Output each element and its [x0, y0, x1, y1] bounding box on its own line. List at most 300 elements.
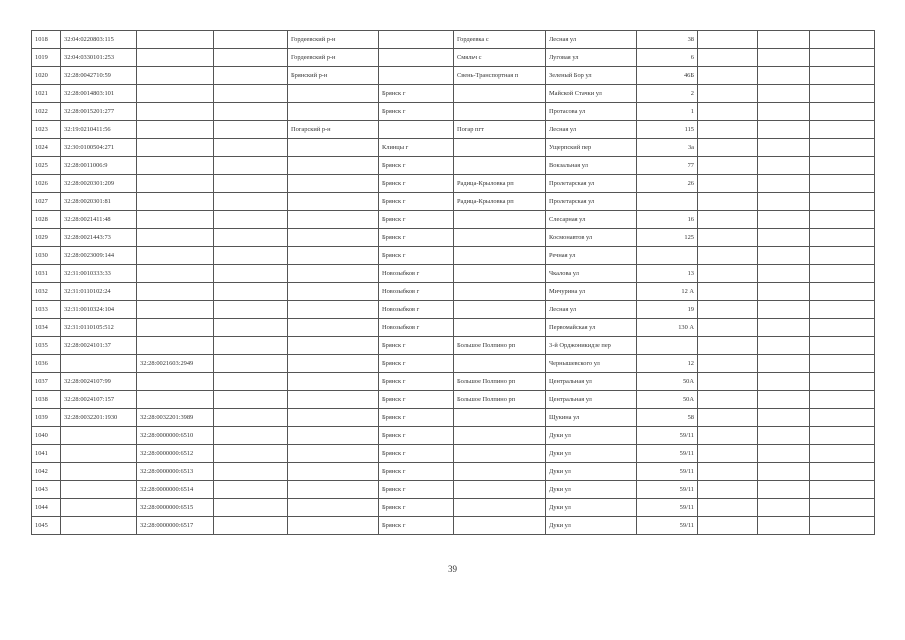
cell-cadastral-number-2	[137, 157, 214, 175]
cell-house-number: 130 А	[637, 319, 698, 337]
cell-empty	[214, 337, 288, 355]
cell-city: Брянск г	[379, 445, 454, 463]
cell-city: Новозыбков г	[379, 265, 454, 283]
cell-city	[379, 49, 454, 67]
cell-empty	[810, 499, 875, 517]
cell-locality	[454, 103, 546, 121]
cell-locality: Свень-Транспортная п	[454, 67, 546, 85]
cell-empty	[698, 481, 758, 499]
cell-empty	[810, 139, 875, 157]
cell-locality: Большое Полпино рп	[454, 373, 546, 391]
cell-city: Брянск г	[379, 211, 454, 229]
cell-empty	[698, 157, 758, 175]
table-row	[32, 121, 875, 139]
cell-city: Брянск г	[379, 337, 454, 355]
cell-locality	[454, 157, 546, 175]
cell-house-number: 50А	[637, 373, 698, 391]
cell-locality	[454, 265, 546, 283]
table-row	[32, 85, 875, 103]
cell-street: Дуки ул	[546, 445, 637, 463]
cell-empty	[698, 229, 758, 247]
cell-empty	[810, 85, 875, 103]
cell-cadastral-number: 32:28:0023009:144	[61, 247, 137, 265]
cell-empty	[758, 229, 810, 247]
cell-locality	[454, 85, 546, 103]
cell-house-number: 59/11	[637, 481, 698, 499]
cell-street: Лесная ул	[546, 121, 637, 139]
cell-empty	[810, 445, 875, 463]
cell-cadastral-number	[61, 517, 137, 535]
cell-empty	[810, 409, 875, 427]
cell-locality	[454, 139, 546, 157]
cell-street: Речная ул	[546, 247, 637, 265]
cell-record-number: 1036	[32, 355, 61, 373]
cell-district	[288, 337, 379, 355]
cell-cadastral-number-2	[137, 211, 214, 229]
cell-empty	[698, 337, 758, 355]
cell-district	[288, 175, 379, 193]
cell-empty	[698, 517, 758, 535]
cell-empty	[698, 265, 758, 283]
cell-street: Майской Стачки ул	[546, 85, 637, 103]
table-row	[32, 445, 875, 463]
cell-house-number	[637, 247, 698, 265]
cell-street: 3-й Орджоникидзе пер	[546, 337, 637, 355]
cell-record-number: 1030	[32, 247, 61, 265]
cell-locality	[454, 319, 546, 337]
cell-empty	[214, 265, 288, 283]
cell-empty	[758, 175, 810, 193]
cell-house-number: 50А	[637, 391, 698, 409]
cell-district	[288, 103, 379, 121]
cell-district	[288, 247, 379, 265]
cell-city: Новозыбков г	[379, 319, 454, 337]
table-row	[32, 301, 875, 319]
cell-empty	[698, 463, 758, 481]
cell-street: Лесная ул	[546, 31, 637, 49]
cell-empty	[214, 49, 288, 67]
cell-empty	[214, 499, 288, 517]
cell-record-number: 1039	[32, 409, 61, 427]
table-row	[32, 229, 875, 247]
cell-city: Клинцы г	[379, 139, 454, 157]
table-row	[32, 337, 875, 355]
cell-street: Щукина ул	[546, 409, 637, 427]
cell-cadastral-number: 32:19:0210411:56	[61, 121, 137, 139]
table-row	[32, 193, 875, 211]
cell-record-number: 1026	[32, 175, 61, 193]
cell-cadastral-number-2	[137, 67, 214, 85]
cell-street: Слесарная ул	[546, 211, 637, 229]
table-row	[32, 499, 875, 517]
cell-house-number: 2	[637, 85, 698, 103]
cell-empty	[214, 319, 288, 337]
cell-cadastral-number: 32:28:0011006:9	[61, 157, 137, 175]
cell-street: Чкалова ул	[546, 265, 637, 283]
cell-cadastral-number-2	[137, 103, 214, 121]
cell-house-number: 59/11	[637, 445, 698, 463]
cell-cadastral-number-2	[137, 139, 214, 157]
cell-empty	[214, 301, 288, 319]
cell-locality: Радица-Крыловка рп	[454, 193, 546, 211]
cell-empty	[810, 319, 875, 337]
cell-record-number: 1031	[32, 265, 61, 283]
cell-house-number: 16	[637, 211, 698, 229]
cell-city	[379, 67, 454, 85]
cell-house-number: 115	[637, 121, 698, 139]
cell-locality	[454, 355, 546, 373]
cell-cadastral-number: 32:31:0010333:33	[61, 265, 137, 283]
cell-house-number: 59/11	[637, 517, 698, 535]
cell-empty	[810, 103, 875, 121]
table-row	[32, 103, 875, 121]
cell-empty	[698, 499, 758, 517]
cell-empty	[214, 247, 288, 265]
cell-record-number: 1025	[32, 157, 61, 175]
cell-record-number: 1042	[32, 463, 61, 481]
cell-district	[288, 445, 379, 463]
cell-district	[288, 427, 379, 445]
cell-empty	[698, 409, 758, 427]
cell-empty	[758, 301, 810, 319]
cell-house-number: 19	[637, 301, 698, 319]
cell-empty	[758, 517, 810, 535]
cell-cadastral-number-2: 32:28:0000000:6517	[137, 517, 214, 535]
cell-cadastral-number: 32:31:0010324:104	[61, 301, 137, 319]
cell-locality	[454, 409, 546, 427]
cell-street: Дуки ул	[546, 517, 637, 535]
cell-street: Дуки ул	[546, 427, 637, 445]
cell-city: Брянск г	[379, 373, 454, 391]
cell-record-number: 1035	[32, 337, 61, 355]
cell-house-number	[637, 193, 698, 211]
cell-street: Первомайская ул	[546, 319, 637, 337]
cell-cadastral-number-2	[137, 337, 214, 355]
table-row	[32, 31, 875, 49]
cell-locality	[454, 499, 546, 517]
cell-cadastral-number: 32:28:0024107:99	[61, 373, 137, 391]
table-row	[32, 373, 875, 391]
cell-street: Ущерпский пер	[546, 139, 637, 157]
cell-street: Зеленый Бор ул	[546, 67, 637, 85]
cell-locality	[454, 427, 546, 445]
cell-empty	[810, 301, 875, 319]
cell-house-number: 38	[637, 31, 698, 49]
cell-house-number: 26	[637, 175, 698, 193]
cell-city: Брянск г	[379, 229, 454, 247]
cell-record-number: 1037	[32, 373, 61, 391]
table-row	[32, 67, 875, 85]
cell-empty	[214, 85, 288, 103]
table-row	[32, 49, 875, 67]
cell-cadastral-number: 32:28:0020301:81	[61, 193, 137, 211]
table-row	[32, 355, 875, 373]
cell-empty	[214, 193, 288, 211]
cell-empty	[810, 193, 875, 211]
cell-cadastral-number-2: 32:28:0000000:6514	[137, 481, 214, 499]
page-number: 39	[448, 564, 457, 574]
cell-locality	[454, 481, 546, 499]
cell-city: Брянск г	[379, 103, 454, 121]
cell-cadastral-number	[61, 427, 137, 445]
cell-empty	[758, 283, 810, 301]
table-row	[32, 247, 875, 265]
cell-district	[288, 391, 379, 409]
cell-empty	[758, 445, 810, 463]
cell-record-number: 1038	[32, 391, 61, 409]
cell-cadastral-number-2: 32:28:0021603:2949	[137, 355, 214, 373]
cell-house-number: 46Б	[637, 67, 698, 85]
cell-empty	[214, 481, 288, 499]
cell-empty	[758, 103, 810, 121]
cell-empty	[214, 517, 288, 535]
cell-empty	[698, 139, 758, 157]
cell-street: Пролетарская ул	[546, 175, 637, 193]
cell-record-number: 1018	[32, 31, 61, 49]
cell-cadastral-number: 32:28:0020301:209	[61, 175, 137, 193]
cell-locality	[454, 229, 546, 247]
cell-district: Брянский р-н	[288, 67, 379, 85]
cell-street: Лесная ул	[546, 301, 637, 319]
table-row	[32, 427, 875, 445]
cell-house-number: 59/11	[637, 499, 698, 517]
cell-district	[288, 481, 379, 499]
table-row	[32, 391, 875, 409]
cell-empty	[810, 373, 875, 391]
cell-cadastral-number: 32:30:0100504:271	[61, 139, 137, 157]
cell-city: Брянск г	[379, 499, 454, 517]
cell-empty	[698, 31, 758, 49]
cell-record-number: 1044	[32, 499, 61, 517]
cell-record-number: 1045	[32, 517, 61, 535]
cell-cadastral-number-2	[137, 391, 214, 409]
cell-district	[288, 499, 379, 517]
cell-cadastral-number-2: 32:28:0000000:6515	[137, 499, 214, 517]
cell-locality: Большое Полпино рп	[454, 337, 546, 355]
cell-locality	[454, 445, 546, 463]
cell-district: Гордеевский р-н	[288, 49, 379, 67]
cell-empty	[214, 121, 288, 139]
cell-empty	[214, 391, 288, 409]
cell-record-number: 1040	[32, 427, 61, 445]
cell-empty	[214, 427, 288, 445]
cell-empty	[758, 265, 810, 283]
registry-table	[31, 30, 875, 535]
cell-street: Чернышевского ул	[546, 355, 637, 373]
cell-street: Пролетарская ул	[546, 193, 637, 211]
cell-cadastral-number: 32:04:0330101:253	[61, 49, 137, 67]
cell-locality	[454, 463, 546, 481]
cell-locality	[454, 247, 546, 265]
cell-empty	[810, 67, 875, 85]
cell-empty	[810, 157, 875, 175]
cell-empty	[214, 157, 288, 175]
cell-empty	[214, 67, 288, 85]
cell-locality: Радица-Крыловка рп	[454, 175, 546, 193]
cell-cadastral-number: 32:28:0032201:1930	[61, 409, 137, 427]
cell-street: Луговая ул	[546, 49, 637, 67]
cell-record-number: 1028	[32, 211, 61, 229]
cell-record-number: 1029	[32, 229, 61, 247]
cell-cadastral-number: 32:28:0024107:157	[61, 391, 137, 409]
cell-cadastral-number-2: 32:28:0032201:3989	[137, 409, 214, 427]
cell-empty	[758, 193, 810, 211]
table-row	[32, 319, 875, 337]
cell-record-number: 1019	[32, 49, 61, 67]
cell-cadastral-number-2: 32:28:0000000:6513	[137, 463, 214, 481]
cell-house-number: 58	[637, 409, 698, 427]
table-row	[32, 481, 875, 499]
cell-district	[288, 157, 379, 175]
cell-empty	[810, 355, 875, 373]
cell-record-number: 1043	[32, 481, 61, 499]
cell-empty	[698, 301, 758, 319]
cell-record-number: 1021	[32, 85, 61, 103]
cell-house-number: 3а	[637, 139, 698, 157]
cell-cadastral-number-2	[137, 175, 214, 193]
cell-cadastral-number-2	[137, 85, 214, 103]
cell-empty	[214, 211, 288, 229]
cell-cadastral-number: 32:31:0110102:24	[61, 283, 137, 301]
cell-empty	[758, 49, 810, 67]
cell-house-number	[637, 337, 698, 355]
cell-empty	[698, 427, 758, 445]
cell-empty	[758, 211, 810, 229]
cell-record-number: 1027	[32, 193, 61, 211]
cell-city: Брянск г	[379, 481, 454, 499]
cell-empty	[758, 373, 810, 391]
cell-empty	[214, 409, 288, 427]
cell-city: Брянск г	[379, 85, 454, 103]
cell-empty	[810, 391, 875, 409]
cell-street: Космонавтов ул	[546, 229, 637, 247]
cell-empty	[758, 157, 810, 175]
cell-empty	[698, 103, 758, 121]
cell-house-number: 13	[637, 265, 698, 283]
cell-street: Дуки ул	[546, 481, 637, 499]
cell-district	[288, 319, 379, 337]
cell-empty	[214, 445, 288, 463]
table-row	[32, 211, 875, 229]
table-row	[32, 157, 875, 175]
cell-empty	[810, 175, 875, 193]
cell-district	[288, 139, 379, 157]
cell-cadastral-number-2	[137, 301, 214, 319]
cell-empty	[758, 67, 810, 85]
cell-cadastral-number: 32:31:0110105:512	[61, 319, 137, 337]
cell-cadastral-number	[61, 355, 137, 373]
cell-empty	[758, 409, 810, 427]
cell-house-number: 12 А	[637, 283, 698, 301]
cell-cadastral-number-2	[137, 31, 214, 49]
cell-cadastral-number	[61, 463, 137, 481]
cell-cadastral-number-2: 32:28:0000000:6512	[137, 445, 214, 463]
cell-empty	[810, 265, 875, 283]
cell-empty	[214, 31, 288, 49]
cell-city: Брянск г	[379, 175, 454, 193]
cell-empty	[758, 319, 810, 337]
cell-cadastral-number	[61, 481, 137, 499]
cell-cadastral-number-2	[137, 319, 214, 337]
cell-street: Протасова ул	[546, 103, 637, 121]
cell-house-number: 125	[637, 229, 698, 247]
cell-empty	[698, 319, 758, 337]
cell-district	[288, 409, 379, 427]
cell-record-number: 1034	[32, 319, 61, 337]
cell-cadastral-number-2	[137, 247, 214, 265]
cell-city	[379, 121, 454, 139]
cell-city: Брянск г	[379, 463, 454, 481]
cell-empty	[810, 463, 875, 481]
table-row	[32, 175, 875, 193]
cell-empty	[698, 283, 758, 301]
cell-record-number: 1022	[32, 103, 61, 121]
cell-city: Брянск г	[379, 355, 454, 373]
cell-empty	[810, 427, 875, 445]
cell-record-number: 1032	[32, 283, 61, 301]
table-row	[32, 265, 875, 283]
cell-empty	[758, 427, 810, 445]
cell-empty	[698, 391, 758, 409]
cell-locality: Гордеевка с	[454, 31, 546, 49]
cell-district	[288, 265, 379, 283]
cell-locality	[454, 301, 546, 319]
cell-empty	[758, 391, 810, 409]
cell-empty	[214, 103, 288, 121]
cell-house-number: 12	[637, 355, 698, 373]
cell-district	[288, 193, 379, 211]
cell-district	[288, 283, 379, 301]
cell-city: Новозыбков г	[379, 283, 454, 301]
cell-district	[288, 373, 379, 391]
cell-city: Брянск г	[379, 409, 454, 427]
cell-empty	[810, 337, 875, 355]
cell-empty	[758, 463, 810, 481]
cell-empty	[214, 229, 288, 247]
cell-district	[288, 355, 379, 373]
cell-cadastral-number-2	[137, 373, 214, 391]
cell-house-number: 77	[637, 157, 698, 175]
cell-cadastral-number-2: 32:28:0000000:6510	[137, 427, 214, 445]
cell-empty	[214, 139, 288, 157]
cell-empty	[758, 481, 810, 499]
cell-district	[288, 211, 379, 229]
cell-empty	[214, 283, 288, 301]
cell-cadastral-number: 32:04:0220803:115	[61, 31, 137, 49]
cell-city: Брянск г	[379, 157, 454, 175]
table-row	[32, 283, 875, 301]
cell-empty	[810, 517, 875, 535]
cell-district: Гордеевский р-н	[288, 31, 379, 49]
cell-empty	[698, 247, 758, 265]
cell-empty	[810, 121, 875, 139]
cell-cadastral-number: 32:28:0042710:59	[61, 67, 137, 85]
cell-street: Вокзальная ул	[546, 157, 637, 175]
cell-empty	[698, 121, 758, 139]
cell-empty	[758, 337, 810, 355]
cell-city: Брянск г	[379, 517, 454, 535]
cell-empty	[214, 373, 288, 391]
cell-cadastral-number-2	[137, 229, 214, 247]
cell-record-number: 1024	[32, 139, 61, 157]
cell-cadastral-number: 32:28:0021443:73	[61, 229, 137, 247]
cell-empty	[698, 49, 758, 67]
cell-locality: Большое Полпино рп	[454, 391, 546, 409]
cell-cadastral-number: 32:28:0015201:277	[61, 103, 137, 121]
cell-empty	[214, 463, 288, 481]
cell-empty	[810, 481, 875, 499]
cell-district	[288, 85, 379, 103]
